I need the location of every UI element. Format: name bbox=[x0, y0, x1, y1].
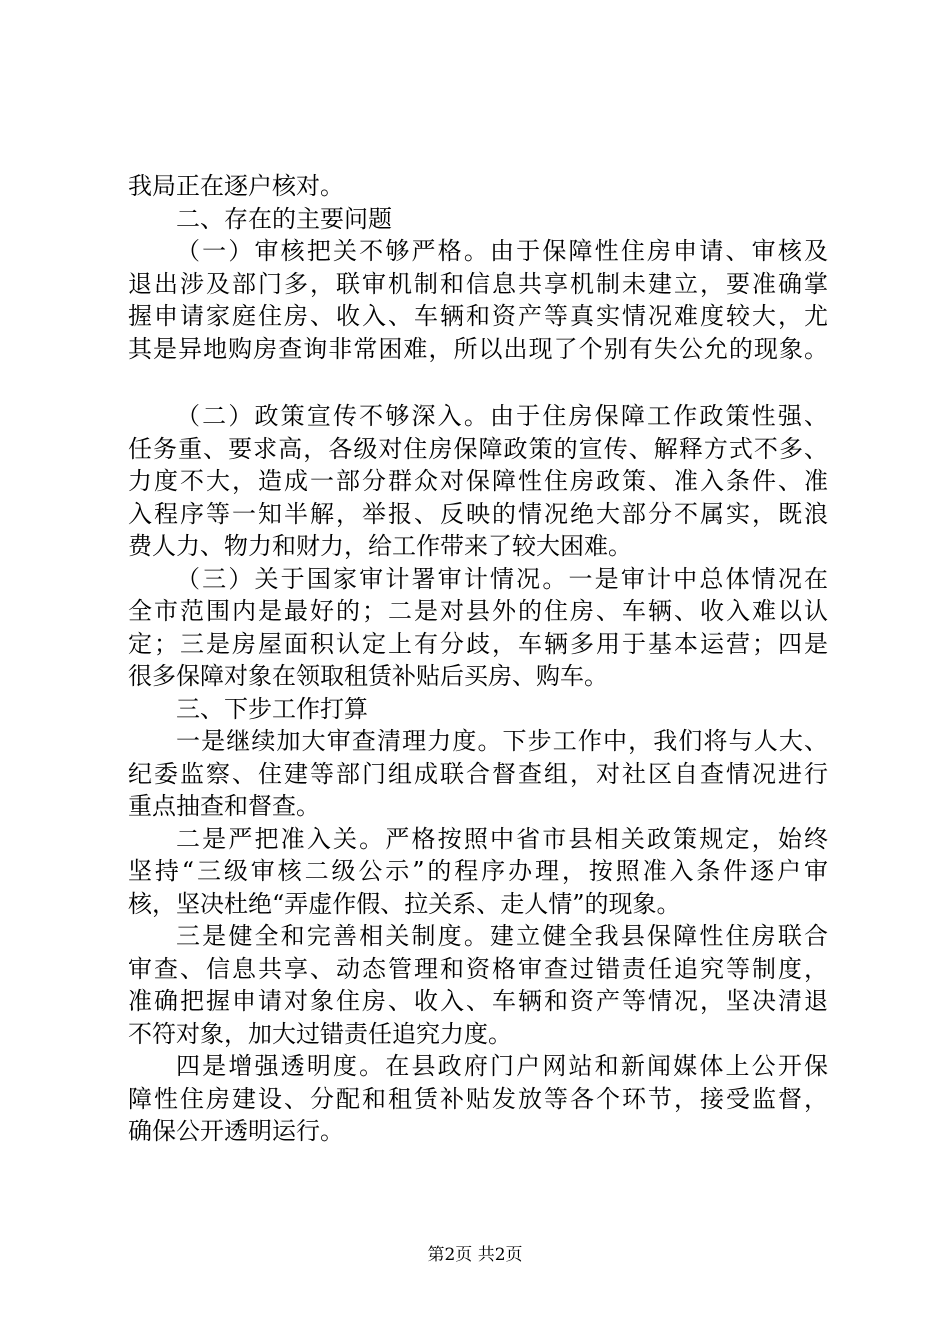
text-line: 三、下步工作打算 bbox=[176, 694, 368, 723]
text-line: 障性住房建设、分配和租赁补贴发放等各个环节，接受监督， bbox=[128, 1084, 828, 1113]
text-line: 其是异地购房查询非常困难，所以出现了个别有失公允的现象。 bbox=[128, 334, 828, 363]
text-line: 四是增强透明度。在县政府门户网站和新闻媒体上公开保 bbox=[176, 1052, 828, 1080]
text-line: 全市范围内是最好的；二是对县外的住房、车辆、收入难以认 bbox=[128, 597, 828, 625]
text-line: 二、存在的主要问题 bbox=[176, 204, 392, 233]
text-line: 二是严把准入关。严格按照中省市县相关政策规定，始终 bbox=[176, 824, 828, 853]
blank-line bbox=[128, 365, 828, 400]
page-number-label: 第2页 共2页 bbox=[427, 1245, 523, 1265]
text-line: 入程序等一知半解，举报、反映的情况绝大部分不属实，既浪 bbox=[128, 499, 828, 528]
text-line: 很多保障对象在领取租赁补贴后买房、购车。 bbox=[128, 662, 608, 690]
text-line: 准确把握申请对象住房、收入、车辆和资产等情况，坚决清退 bbox=[128, 987, 828, 1015]
text-line: （三）关于国家审计署审计情况。一是审计中总体情况在 bbox=[176, 564, 828, 593]
text-line: 确保公开透明运行。 bbox=[128, 1117, 344, 1145]
text-line: 任务重、要求高，各级对住房保障政策的宣传、解释方式不多、 bbox=[128, 434, 828, 463]
text-line: 定；三是房屋面积认定上有分歧，车辆多用于基本运营；四是 bbox=[128, 629, 828, 658]
text-line: 力度不大，造成一部分群众对保障性住房政策、准入条件、准 bbox=[128, 467, 828, 495]
text-line: 一是继续加大审查清理力度。下步工作中，我们将与人大、 bbox=[176, 727, 828, 755]
text-line: 我局正在逐户核对。 bbox=[128, 172, 344, 200]
text-line: 三是健全和完善相关制度。建立健全我县保障性住房联合 bbox=[176, 922, 828, 950]
text-line: 重点抽查和督查。 bbox=[128, 792, 320, 820]
text-line: 费人力、物力和财力，给工作带来了较大困难。 bbox=[128, 532, 632, 560]
text-line: 握申请家庭住房、收入、车辆和资产等真实情况难度较大，尤 bbox=[128, 302, 828, 330]
text-line: 纪委监察、住建等部门组成联合督查组，对社区自查情况进行 bbox=[128, 759, 828, 788]
text-line: 审查、信息共享、动态管理和资格审查过错责任追究等制度， bbox=[128, 954, 828, 983]
page-footer bbox=[0, 1244, 950, 1266]
text-line: （一）审核把关不够严格。由于保障性住房申请、审核及 bbox=[176, 237, 828, 265]
text-line: 坚持“三级审核二级公示”的程序办理，按照准入条件逐户审 bbox=[128, 857, 828, 885]
document-body bbox=[128, 170, 828, 1148]
text-line: 核，坚决杜绝“弄虚作假、拉关系、走人情”的现象。 bbox=[128, 889, 681, 918]
text-line: （二）政策宣传不够深入。由于住房保障工作政策性强、 bbox=[176, 402, 828, 430]
text-line: 退出涉及部门多，联审机制和信息共享机制未建立，要准确掌 bbox=[128, 269, 828, 298]
text-line: 不符对象，加大过错责任追究力度。 bbox=[128, 1019, 512, 1048]
